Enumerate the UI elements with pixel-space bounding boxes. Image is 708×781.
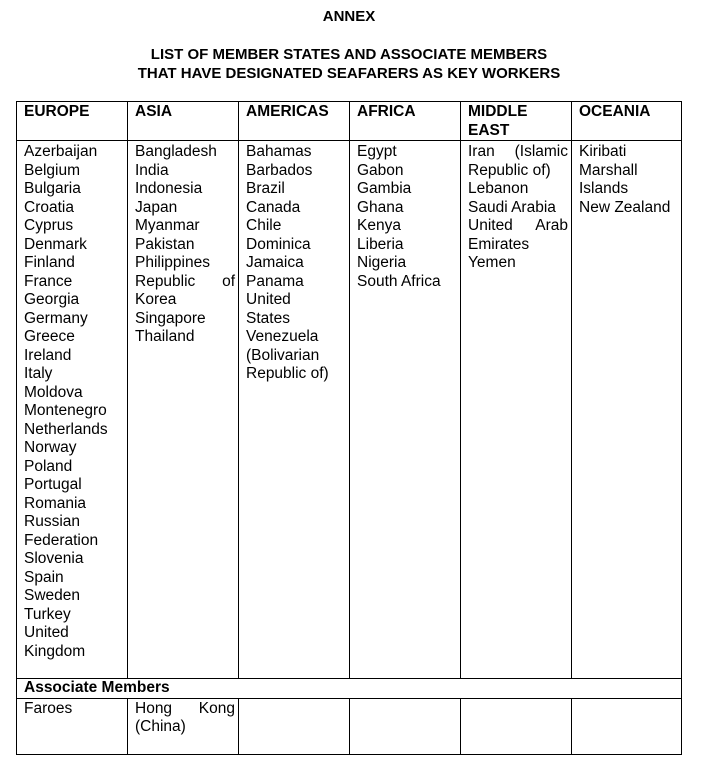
list-item: Gambia [357,180,412,197]
list-item: Yemen [468,254,516,271]
list-item: Netherlands [24,420,108,438]
list-item: Jamaica [246,254,304,271]
list-item: Nigeria [357,254,407,271]
list-item: Bahamas [246,143,312,160]
list-item: Japan [135,198,178,216]
middle-east-list [461,141,572,679]
header-europe: EUROPE [17,102,128,141]
list-item: Ghana [357,198,404,216]
list-item: Indonesia [135,180,203,197]
list-item: Kenya [357,217,401,234]
associate-members-row [17,698,682,754]
list-item: Panama [246,272,304,290]
list-item: Norway [24,439,77,456]
list-item: South Africa [357,272,441,290]
list-item: Bulgaria [24,180,81,197]
list-item: Marshall Islands [579,161,638,197]
list-item: Montenegro [24,402,107,419]
annex-label: ANNEX [322,8,376,25]
list-item: Italy [24,365,53,382]
associate-middle-east [461,698,572,754]
title-line-1: LIST OF MEMBER STATES AND ASSOCIATE MEMBERS [150,46,548,63]
list-item: Portugal [24,476,82,493]
list-item: Bangladesh [135,143,217,160]
list-item: Pakistan [135,235,195,253]
list-item: Ireland [24,346,72,364]
member-states-row [17,141,682,679]
associate-africa [350,698,461,754]
list-item: Russian Federation [24,513,99,549]
list-item: Cyprus [24,217,74,234]
list-item: Germany [24,309,88,327]
list-item: Philippines [135,254,210,271]
list-item: Kiribati [579,143,627,160]
list-item: Gabon [357,161,404,179]
list-item: Denmark [24,235,87,253]
list-item: Finland [24,254,75,271]
associate-members-heading: Associate Members [17,679,682,699]
header-africa: AFRICA [350,102,461,141]
list-item: United Kingdom [24,624,86,660]
list-item: Romania [24,494,87,512]
list-item: Belgium [24,161,80,179]
list-item: Georgia [24,291,80,308]
africa-list [350,141,461,679]
oceania-list [572,141,682,679]
header-americas: AMERICAS [239,102,350,141]
list-item: Canada [246,198,301,216]
list-item: Slovenia [24,550,84,567]
list-item: Sweden [24,587,81,604]
asia-list [128,141,239,679]
list-item: Dominica [246,235,311,253]
list-item: Republic of Korea [135,272,235,308]
list-item: Iran (Islamic Republic of) [468,143,568,179]
header-row [17,102,682,141]
list-item: Croatia [24,198,74,216]
list-item: United Arab Emirates [468,217,568,253]
list-item: Brazil [246,180,285,197]
list-item: Saudi Arabia [468,198,556,216]
list-item: Liberia [357,235,404,253]
list-item: Barbados [246,161,313,179]
list-item: Myanmar [135,217,200,234]
list-item: United States [246,291,291,327]
americas-list [239,141,350,679]
header-middle-east: MIDDLE EAST [461,102,572,141]
list-item: Moldova [24,383,83,401]
list-item: Azerbaijan [24,143,98,160]
list-item: Hong Kong (China) [135,699,235,735]
list-item: Spain [24,568,64,586]
list-item: Lebanon [468,180,529,197]
list-item: Poland [24,457,73,475]
associate-oceania [572,698,682,754]
list-item: Thailand [135,328,195,345]
document-title [0,45,698,83]
list-item: France [24,272,73,290]
europe-list [17,141,128,679]
associate-heading-row [17,679,682,699]
list-item: New Zealand [579,198,671,216]
associate-europe: Faroes [17,698,128,754]
associate-asia [128,698,239,754]
list-item: Venezuela (Bolivarian Republic of) [246,328,329,382]
list-item: Greece [24,328,75,345]
header-oceania: OCEANIA [572,102,682,141]
list-item: Egypt [357,143,397,160]
list-item: India [135,161,169,179]
header-asia: ASIA [128,102,239,141]
list-item: Singapore [135,309,206,327]
title-line-2: THAT HAVE DESIGNATED SEAFARERS AS KEY WORKERS [137,65,561,82]
list-item: Turkey [24,605,71,623]
associate-americas [239,698,350,754]
list-item: Chile [246,217,282,234]
member-states-table [16,101,682,755]
